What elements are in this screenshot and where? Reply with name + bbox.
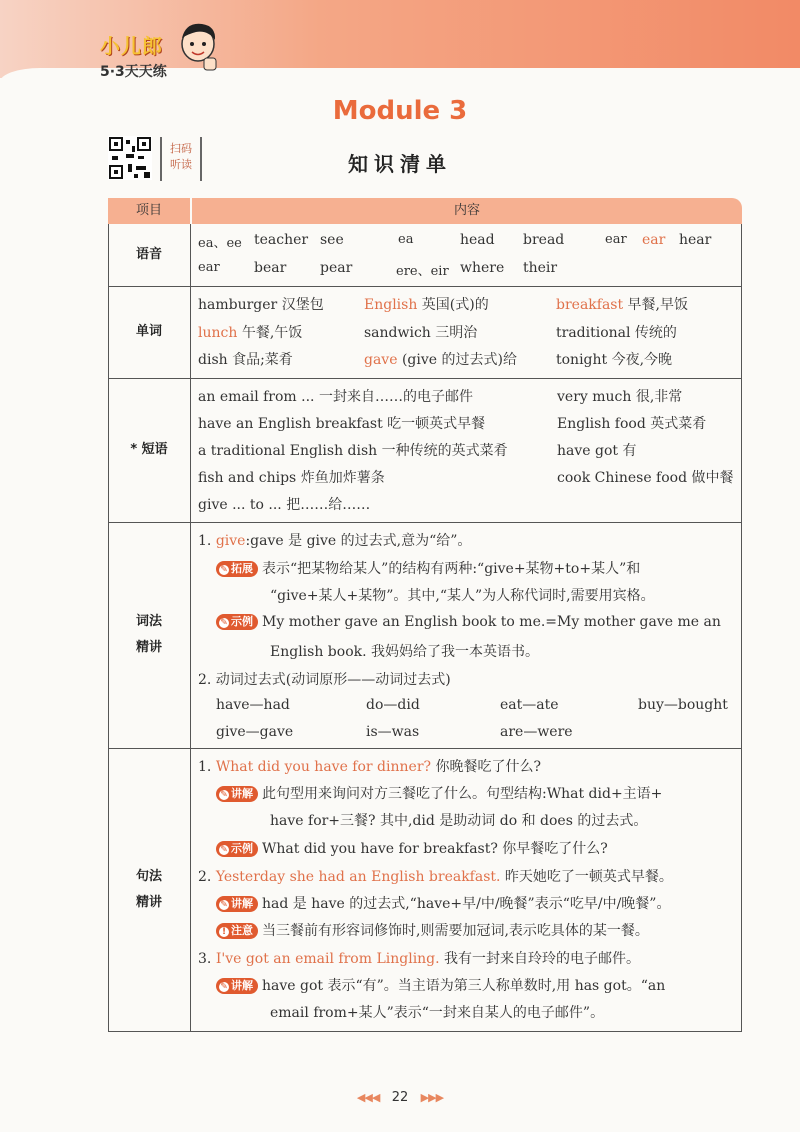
table-header [108,198,742,224]
row-label: 语音 [135,247,162,262]
brand-name: 小儿郎 [100,34,163,58]
knowledge-table [108,198,742,1033]
explain-tag: ✎ 讲解 [216,978,258,994]
page-number: 22 [391,1090,409,1105]
table-row-lexis: 词法 精讲 1. give:gave 是 give 的过去式,意为“给”。 ✎ 拓展 表示“把某物给某人”的结构有两种:“give+某物+to+某人”和 “give+某人+某物”。其中,“某人”为人称代词时,需要用宾格。 ✎ 示例 My mother gave an English book to me.=My mother gave me an English book. 我妈妈给了我一本英语书。 2. 动词过去式(动词原形——动词过去式) have—had do—did eat—ate buy—bought give—gave is—was are—were [108,522,742,749]
row-label: 词法 精讲 [135,614,162,655]
mascot-icon [176,18,222,74]
table-row-phrases: * 短语 an email from ... 一封来自……的电子邮件 have an English breakfast 吃一顿英式早餐 a traditional English dish 一种传统的英式菜肴 fish and chips 炸鱼加炸薯条 give ... to ... 把……给…… very much 很,非常 English food 英式菜肴 have got 有 cook Chinese food 做中餐 [108,378,742,523]
explain-tag: ✎ 讲解 [216,896,258,912]
header-item: 项目 [135,203,162,218]
table-row-words: 单词 hamburger 汉堡包 English 英国(式)的 breakfast 早餐,早饭 lunch 午餐,午饭 sandwich 三明治 traditional 传统的 dish 食品;菜肴 gave (give 的过去式)给 tonight 今夜,今晚 [108,286,742,379]
scan-to-listen-label: 扫码 听读 [160,137,202,181]
row-label: 单词 [135,324,162,339]
note-tag: ! 注意 [216,923,258,939]
series-name: 5·3天天练 [100,64,167,80]
table-row-syntax: 句法 精讲 1. What did you have for dinner? 你晚餐吃了什么? ✎ 讲解 此句型用来询问对方三餐吃了什么。句型结构:What did+主语+ have for+三餐? 其中,did 是助动词 do 和 does 的过去式。 ✎ 示例 What did you have for breakfast? 你早餐吃了什么? 2. Yesterday she had an English breakfast. 昨天她吃了一顿英式早餐。 ✎ 讲解 had 是 have 的过去式,“have+早/中/晚餐”表示“吃早/中/晚餐”。 ! 注意 当三餐前有形容词修饰时,则需要加冠词,表示吃具体的某一餐。 3. I've got an email from Lingling. 我有一封来自玲玲的电子邮件。 ✎ 讲解 have got 表示“有”。当主语为第三人称单数时,用 has got。“an email from+某人”表示“一封来自某人的电子邮件”。 [108,748,742,1031]
page-footer [0,1090,800,1105]
section-title: 知识清单 [348,152,452,176]
table-row-phonics: 语音 ea、ee teacher see ea head bread ear ear hear ear bear pear ere、eir where their [108,224,742,287]
row-label: * 短语 [130,442,168,457]
prev-arrows-icon: ◀◀◀ [356,1091,380,1104]
explain-tag: ✎ 讲解 [216,786,258,802]
example-tag: ✎ 示例 [216,614,258,630]
module-title: Module 3 [332,96,468,126]
brand-logo [100,30,167,81]
next-arrows-icon: ▶▶▶ [420,1091,444,1104]
row-label: 句法 精讲 [135,868,162,910]
example-tag: ✎ 示例 [216,841,258,857]
header-content: 内容 [453,203,480,218]
expand-tag: ✎ 拓展 [216,561,258,577]
